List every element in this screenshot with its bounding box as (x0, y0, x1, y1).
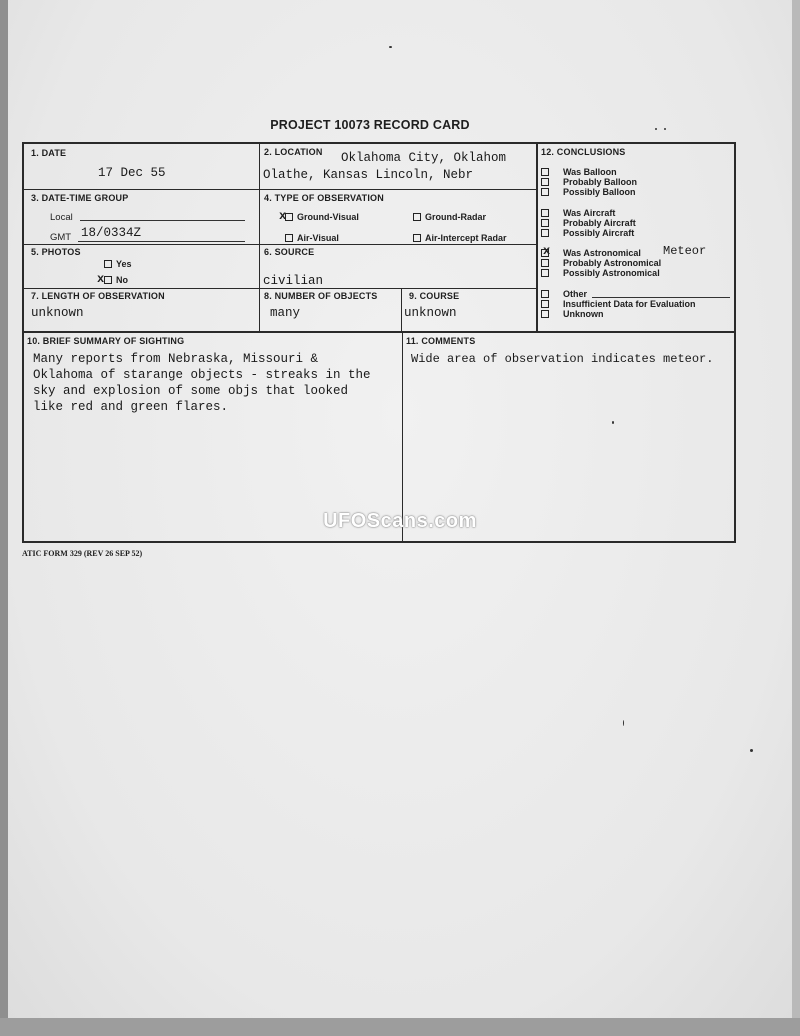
scan-edge-right (792, 0, 800, 1036)
conclusion-checkbox[interactable] (541, 229, 549, 237)
summary-line: like red and green flares. (33, 400, 229, 414)
length-of-observation-value: unknown (31, 306, 84, 320)
conclusion-checkbox[interactable] (541, 168, 549, 176)
photos-no-check-mark: x (97, 272, 105, 286)
number-of-objects-label: 8. NUMBER OF OBJECTS (264, 291, 378, 301)
summary-label: 10. BRIEF SUMMARY OF SIGHTING (27, 336, 185, 346)
conclusion-checkbox[interactable] (541, 310, 549, 318)
divider-right-column (536, 142, 538, 332)
gmt-label: GMT (50, 232, 72, 243)
astronomical-note: Meteor (663, 244, 707, 258)
conclusion-checkbox[interactable] (541, 219, 549, 227)
date-label: 1. DATE (31, 148, 67, 158)
photos-no-label: No (116, 275, 128, 285)
summary-line: Oklahoma of starange objects - streaks in the (33, 368, 371, 382)
ground-radar-label: Ground-Radar (425, 212, 487, 222)
comments-label: 11. COMMENTS (406, 336, 476, 346)
course-value: unknown (404, 306, 457, 320)
divider-objects-left (259, 288, 260, 332)
conclusion-was-astronomical[interactable]: Was Astronomical (541, 248, 641, 258)
conclusion-possibly-astronomical[interactable]: Possibly Astronomical (541, 268, 660, 278)
conclusion-checkbox[interactable] (541, 209, 549, 217)
divider-date-location (259, 142, 260, 290)
scan-speck (664, 128, 666, 130)
conclusion-checkbox[interactable] (541, 188, 549, 196)
photos-no-checkbox[interactable] (104, 276, 112, 284)
form-number: ATIC FORM 329 (REV 26 SEP 52) (22, 549, 143, 558)
air-intercept-radar-option[interactable] (413, 233, 507, 243)
divider-row2 (22, 244, 537, 245)
summary-line: sky and explosion of some objs that looked (33, 384, 349, 398)
ground-visual-check-mark: x (279, 209, 287, 223)
conclusion-checkbox[interactable] (541, 300, 549, 308)
source-value: civilian (263, 274, 324, 288)
gmt-value: 18/0334Z (81, 226, 142, 240)
date-time-group-label: 3. DATE-TIME GROUP (31, 193, 129, 203)
location-label: 2. LOCATION (264, 147, 323, 157)
conclusion-probably-astronomical[interactable]: Probably Astronomical (541, 258, 661, 268)
ground-visual-checkbox[interactable] (285, 213, 293, 221)
scan-speck (389, 46, 392, 48)
ground-radar-checkbox[interactable] (413, 213, 421, 221)
photos-yes-checkbox[interactable] (104, 260, 112, 268)
divider-row4 (22, 331, 736, 333)
conclusion-checkbox[interactable] (541, 178, 549, 186)
scan-edge-left (0, 0, 8, 1036)
card-title: PROJECT 10073 RECORD CARD (270, 118, 470, 132)
conclusion-was-aircraft[interactable]: Was Aircraft (541, 208, 615, 218)
conclusion-checkbox[interactable] (541, 269, 549, 277)
photos-no-option[interactable] (104, 275, 128, 285)
other-underline (592, 297, 730, 298)
local-underline (80, 220, 245, 221)
conclusion-probably-balloon[interactable]: Probably Balloon (541, 177, 637, 187)
ground-visual-option[interactable] (285, 212, 359, 222)
air-intercept-radar-label: Air-Intercept Radar (425, 233, 507, 243)
conclusions-label: 12. CONCLUSIONS (541, 147, 626, 157)
divider-row3 (22, 288, 537, 289)
conclusion-insufficient-data[interactable]: Insufficient Data for Evaluation (541, 299, 696, 309)
photos-yes-option[interactable] (104, 259, 132, 269)
conclusion-checkbox[interactable] (541, 249, 549, 257)
air-visual-checkbox[interactable] (285, 234, 293, 242)
conclusion-checkbox[interactable] (541, 259, 549, 267)
source-label: 6. SOURCE (264, 247, 315, 257)
scan-speck (623, 720, 624, 726)
photos-label: 5. PHOTOS (31, 247, 81, 257)
conclusion-unknown[interactable]: Unknown (541, 309, 604, 319)
scan-speck (612, 421, 614, 424)
length-of-observation-label: 7. LENGTH OF OBSERVATION (31, 291, 165, 301)
air-visual-option[interactable] (285, 233, 339, 243)
local-label: Local (50, 212, 73, 223)
location-line2: Olathe, Kansas Lincoln, Nebr (263, 168, 474, 182)
conclusion-other[interactable]: Other (541, 289, 587, 299)
air-intercept-radar-checkbox[interactable] (413, 234, 421, 242)
divider-row1 (22, 189, 537, 190)
photos-yes-label: Yes (116, 259, 132, 269)
summary-text (33, 351, 371, 415)
was-astronomical-check-mark: x (543, 244, 551, 258)
conclusion-possibly-balloon[interactable]: Possibly Balloon (541, 187, 636, 197)
ground-radar-option[interactable] (413, 212, 486, 222)
conclusion-was-balloon[interactable]: Was Balloon (541, 167, 617, 177)
conclusion-possibly-aircraft[interactable]: Possibly Aircraft (541, 228, 634, 238)
conclusion-probably-aircraft[interactable]: Probably Aircraft (541, 218, 636, 228)
type-of-observation-label: 4. TYPE OF OBSERVATION (264, 193, 384, 203)
scan-edge-bottom (0, 1018, 800, 1036)
divider-objects-course (401, 288, 402, 332)
scan-speck (750, 749, 753, 752)
location-line1: Oklahoma City, Oklahom (341, 151, 507, 165)
air-visual-label: Air-Visual (297, 233, 339, 243)
comments-value: Wide area of observation indicates meteor. (411, 352, 714, 366)
ground-visual-label: Ground-Visual (297, 212, 359, 222)
number-of-objects-value: many (270, 306, 301, 320)
scan-speck (655, 128, 657, 130)
course-label: 9. COURSE (409, 291, 460, 301)
watermark: UFOScans.com (323, 510, 477, 532)
gmt-underline (78, 241, 245, 242)
conclusion-checkbox[interactable] (541, 290, 549, 298)
date-value: 17 Dec 55 (98, 166, 166, 180)
summary-line: Many reports from Nebraska, Missouri & (33, 352, 319, 366)
